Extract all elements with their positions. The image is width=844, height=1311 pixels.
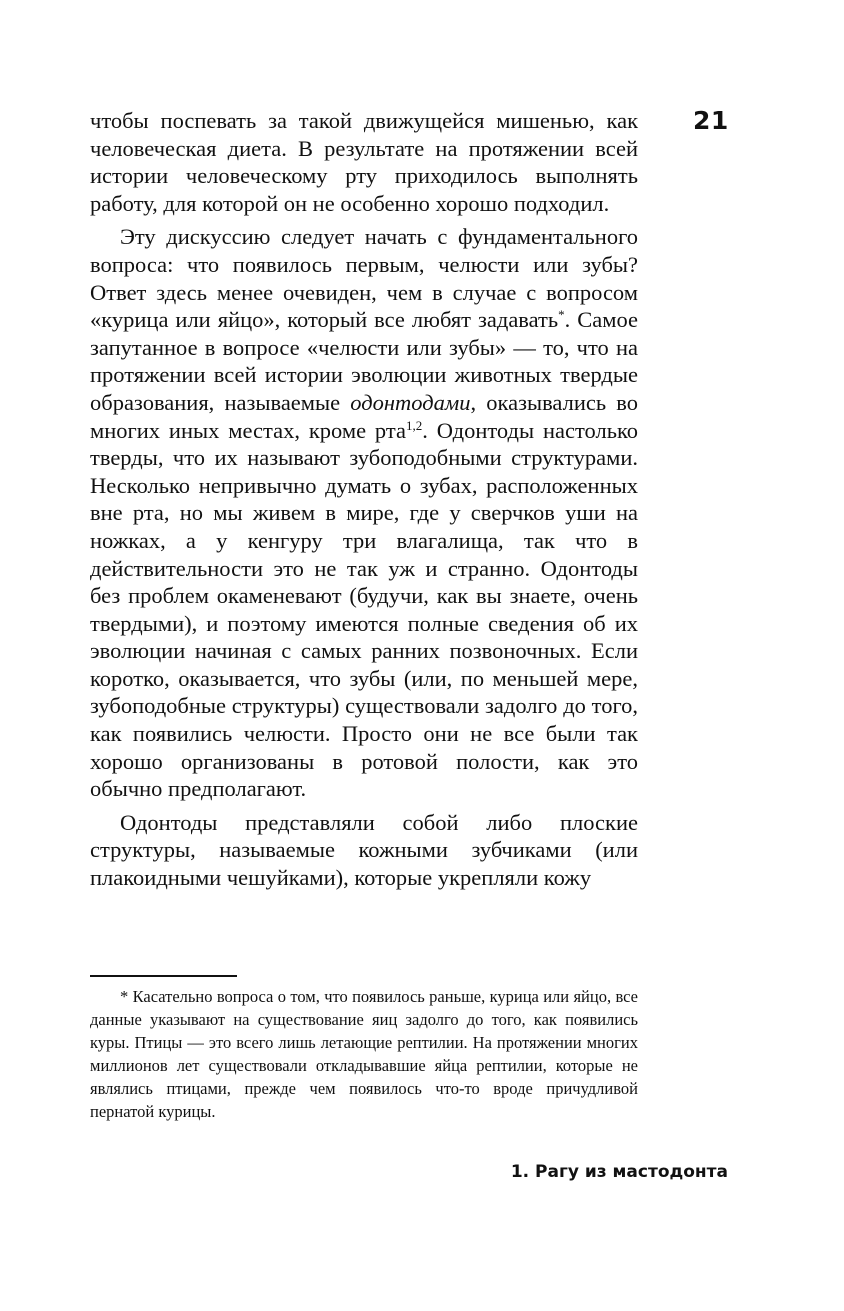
- running-footer: 1. Рагу из мастодонта: [510, 1162, 728, 1182]
- paragraph-3: Одонтоды представляли собой либо плоские структуры, называемые кожными зубчиками (или плакоидными чешуйками), которые укрепляли кожу: [90, 809, 638, 891]
- footnote: [90, 985, 638, 1123]
- paragraph-2-text-d: . Одонтоды настолько тверды, что их называют зубоподобными структурами. Несколько непривычно думать о зубах, расположенных вне рта, но мы живем в мире, где у сверчков уши на ножках, а у кенгуру три влагалища, так что в действительности это не так уж и странно. Одонтоды без проблем окаменевают (будучи, как вы знаете, очень твердыми), и поэтому имеются полные сведения об их эволюции начиная с самых ранних позвоночных. Если коротко, оказывается, что зубы (или, по меньшей мере, зубоподобные структуры) существовали задолго до того, как появились челюсти. Просто они не все были так хорошо организованы в ротовой полости, как это обычно предполагают.: [90, 417, 638, 802]
- footnote-mark: *: [120, 987, 129, 1006]
- main-text: [90, 107, 638, 898]
- reference-marker[interactable]: 1,2: [405, 417, 423, 433]
- footnote-text: Касательно вопроса о том, что появилось раньше, курица или яйцо, все данные указывают на существование яиц задолго до того, как появились куры. Птицы — это всего лишь летающие рептилии. На протяжении многих миллионов лет существовали откладывавшие яйца рептилии, которые не являлись птицами, прежде чем появилось что-то вроде причудливой пернатой курицы.: [90, 987, 638, 1121]
- paragraph-1: чтобы поспевать за такой движущейся мишенью, как человеческая диета. В результате на протяжении всей истории человеческому рту приходилось выполнять работу, для которой он не особенно хорошо подходил.: [90, 108, 638, 216]
- paragraph-2-text-a: Эту дискуссию следует начать с фундаментального вопроса: что появилось первым, челюсти или зубы? Ответ здесь менее очевиден, чем в случае с вопросом «курица или яйцо», который все любят задавать: [90, 224, 638, 333]
- page-number: 21: [693, 106, 729, 135]
- paragraph-2-text-b: . Самое запутанное в вопросе «челюсти или зубы» — то, что на протяжении всей истории эволюции животных твердые образования, называемые: [90, 307, 638, 415]
- footnote-divider: [90, 975, 237, 977]
- paragraph-2-text-c: , оказывались во многих иных местах, кроме рта: [90, 389, 638, 443]
- paragraph-2: [90, 223, 638, 802]
- term-odontodes: одонтодами: [350, 389, 471, 415]
- footnote-marker[interactable]: *: [558, 307, 565, 323]
